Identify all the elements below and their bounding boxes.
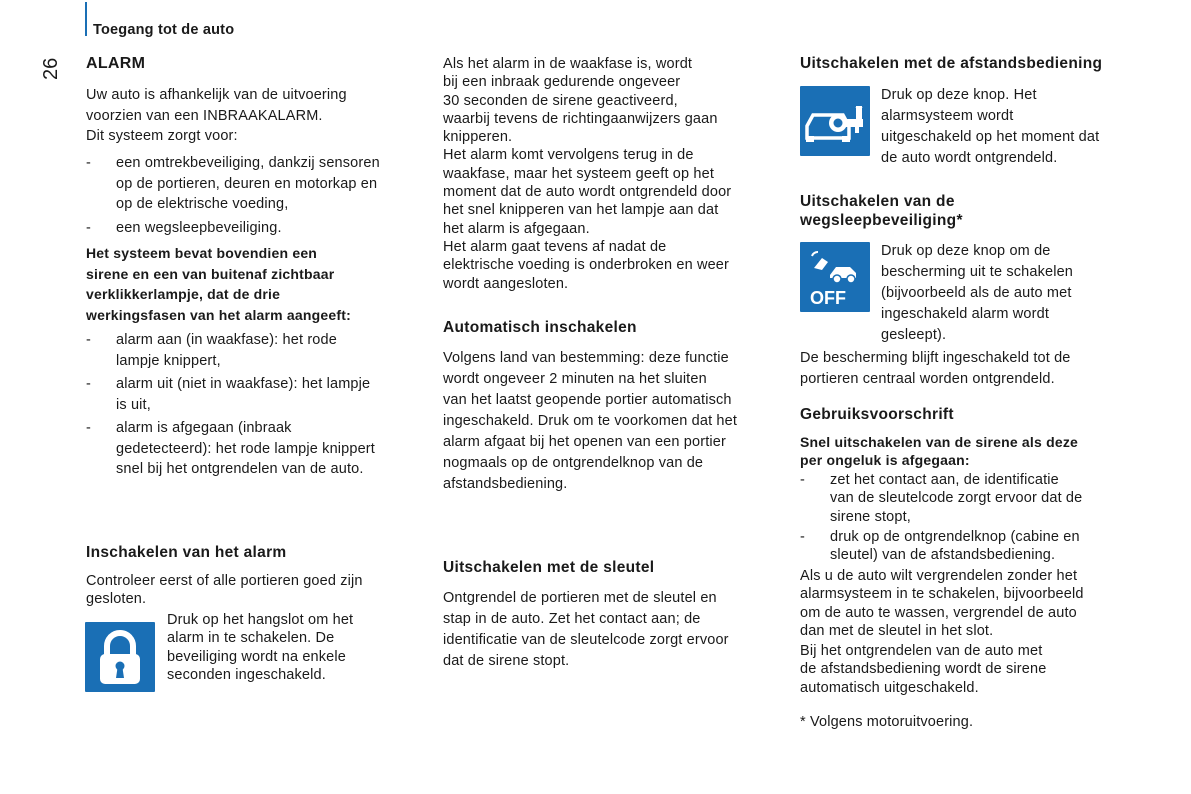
text-line: Ontgrendel de portieren met de sleutel en (443, 590, 717, 606)
alarm-title: ALARM (86, 55, 146, 72)
tow-off-icon (800, 242, 870, 312)
text-line: verklikkerlampje, dat de drie (86, 286, 281, 302)
feature-list (86, 153, 421, 238)
remote-text (881, 85, 1151, 169)
text-line: - alarm aan (in waakfase): het rode (116, 332, 337, 348)
text-line: portieren centraal worden ontgrendeld. (800, 371, 1055, 387)
text-line: Uitschakelen van de (800, 193, 955, 210)
text-line: Druk op deze knop. Het (881, 87, 1037, 103)
text-line: alarm afgaat bij het openen van een portier (443, 434, 726, 450)
sleutel-text (443, 588, 783, 672)
text-line: dat de sirene stopt. (443, 653, 570, 669)
text-line: 30 seconden de sirene geactiveerd, (443, 92, 678, 109)
text-line: snel bij het ontgrendelen van de auto. (116, 461, 364, 477)
text-line: bij een inbraak gedurende ongeveer (443, 74, 681, 91)
text-line: - een wegsleepbeveiliging. (116, 219, 282, 236)
text-line: Bij het ontgrendelen van de auto met (800, 643, 1043, 660)
text-line: - zet het contact aan, de identificatie (830, 472, 1059, 488)
usage-bold (800, 433, 1150, 469)
phase-list (86, 330, 421, 480)
inschakelen-title: Inschakelen van het alarm (86, 544, 287, 561)
text-line: identificatie van de sleutelcode zorgt ervoor (443, 632, 729, 648)
list-item (86, 218, 421, 239)
text-line: het alarm is afgegaan. (443, 220, 590, 237)
text-line: om de auto te wassen, vergrendel de auto (800, 604, 1077, 621)
text-line: alarm in te schakelen. De (167, 630, 335, 647)
text-line: het snel knipperen van het lampje aan dat (443, 202, 719, 219)
text-line: Als u de auto wilt vergrendelen zonder het (800, 568, 1078, 584)
text-line: (bijvoorbeeld als de auto met (881, 285, 1072, 301)
text-line: wordt aangesloten. (443, 275, 569, 292)
footnote: * Volgens motoruitvoering. (800, 714, 974, 730)
text-line: dan met de sleutel in het slot. (800, 622, 994, 639)
text-line: uitgeschakeld op het moment dat (881, 129, 1100, 145)
text-line: werkingsfasen van het alarm aangeeft: (86, 306, 351, 323)
list-item (86, 418, 421, 480)
text-line: De bescherming blijft ingeschakeld tot de (800, 350, 1071, 366)
text-line: Het alarm gaat tevens af nadat de (443, 238, 667, 255)
text-line: Volgens land van bestemming: deze functie (443, 350, 729, 366)
usage-steps (800, 471, 1150, 564)
text-line: Uw auto is afhankelijk van de uitvoering (86, 87, 347, 103)
text-line: beveiliging wordt na enkele (167, 648, 346, 665)
usage-title: Gebruiksvoorschrift (800, 406, 954, 423)
text-line: elektrische voeding is onderbroken en weer (443, 257, 729, 274)
text-line: moment dat de auto wordt ontgrendeld door (443, 184, 732, 201)
text-line: Druk op deze knop om de (881, 243, 1051, 259)
inschakelen-text (86, 572, 421, 609)
list-item (86, 374, 421, 415)
text-line: ingeschakeld alarm wordt (881, 306, 1050, 322)
text-line: gedetecteerd): het rode lampje knippert (116, 440, 375, 457)
page-number: 26 (40, 57, 62, 80)
system-bold-text (86, 243, 421, 325)
tow-title (800, 192, 963, 230)
text-line: Het alarm komt vervolgens terug in de (443, 147, 694, 164)
text-line: afstandsbediening. (443, 476, 568, 492)
text-line: de afstandsbediening wordt de sirene (800, 661, 1047, 678)
text-line: Druk op het hangslot om het (167, 612, 354, 628)
text-line: bescherming uit te schakelen (881, 264, 1073, 280)
text-line: nogmaals op de ontgrendelknop van de (443, 455, 704, 471)
text-line: sirene en een van buitenaf zichtbaar (86, 265, 335, 282)
list-item (86, 153, 421, 215)
padlock-text (167, 611, 417, 684)
usage-text (800, 567, 1150, 697)
text-line: - een omtrekbeveiliging, dankzij sensoren (116, 155, 380, 171)
text-line: automatisch uitgeschakeld. (800, 679, 979, 696)
text-line: Snel uitschakelen van de sirene als deze (800, 434, 1079, 450)
text-line: van het laatst geopende portier automatisch (443, 392, 732, 408)
text-line: van de sleutelcode zorgt ervoor dat de (830, 490, 1083, 507)
text-line: - alarm uit (niet in waakfase): het lampje (116, 376, 371, 392)
text-line: ingeschakeld. Druk om te voorkomen dat het (443, 413, 738, 429)
remote-unlock-icon (800, 86, 870, 156)
text-line: wordt ongeveer 2 minuten na het sluiten (443, 371, 707, 387)
text-line: seconden ingeschakeld. (167, 666, 326, 683)
alarm-intro (86, 85, 421, 147)
header-accent-bar (85, 2, 87, 36)
text-line: is uit, (116, 396, 151, 413)
padlock-icon (85, 622, 155, 692)
auto-text (443, 348, 783, 495)
text-line: Controleer eerst of alle portieren goed zijn (86, 573, 363, 589)
text-line: stap in de auto. Zet het contact aan; de (443, 611, 701, 627)
text-line: Dit systeem zorgt voor: (86, 128, 238, 144)
section-header: Toegang tot de auto (93, 22, 235, 38)
text-line: waakfase, maar het systeem geeft op het (443, 165, 715, 182)
text-line: de auto wordt ontgrendeld. (881, 150, 1058, 166)
list-item (800, 528, 1150, 565)
list-item (86, 330, 421, 371)
waakfase-text (443, 55, 783, 293)
text-line: alarmsysteem in te schakelen, bijvoorbeeld (800, 586, 1084, 603)
text-line: Als het alarm in de waakfase is, wordt (443, 56, 693, 72)
text-line: per ongeluk is afgegaan: (800, 452, 970, 468)
sleutel-title: Uitschakelen met de sleutel (443, 559, 655, 576)
text-line: sirene stopt, (830, 508, 911, 525)
tow-after-text (800, 348, 1150, 390)
text-line: gesloten. (86, 591, 147, 608)
text-line: sleutel) van de afstandsbediening. (830, 547, 1056, 564)
text-line: alarmsysteem wordt (881, 108, 1014, 124)
text-line: gesleept). (881, 327, 947, 343)
text-line: voorzien van een INBRAAKALARM. (86, 107, 323, 124)
text-line: - druk op de ontgrendelknop (cabine en (830, 528, 1080, 545)
text-line: Het systeem bevat bovendien een (86, 245, 318, 261)
text-line: op de portieren, deuren en motorkap en (116, 175, 378, 192)
tow-text (881, 241, 1151, 346)
list-item (800, 471, 1150, 526)
tow-off-label: OFF (810, 288, 846, 308)
auto-title: Automatisch inschakelen (443, 319, 637, 336)
text-line: waarbij tevens de richtingaanwijzers gaan (443, 110, 718, 127)
text-line: knipperen. (443, 129, 513, 146)
text-line: lampje knippert, (116, 352, 221, 369)
text-line: wegsleepbeveiliging* (800, 212, 963, 229)
remote-title: Uitschakelen met de afstandsbediening (800, 55, 1103, 72)
text-line: - alarm is afgegaan (inbraak (116, 420, 292, 436)
text-line: op de elektrische voeding, (116, 196, 289, 212)
